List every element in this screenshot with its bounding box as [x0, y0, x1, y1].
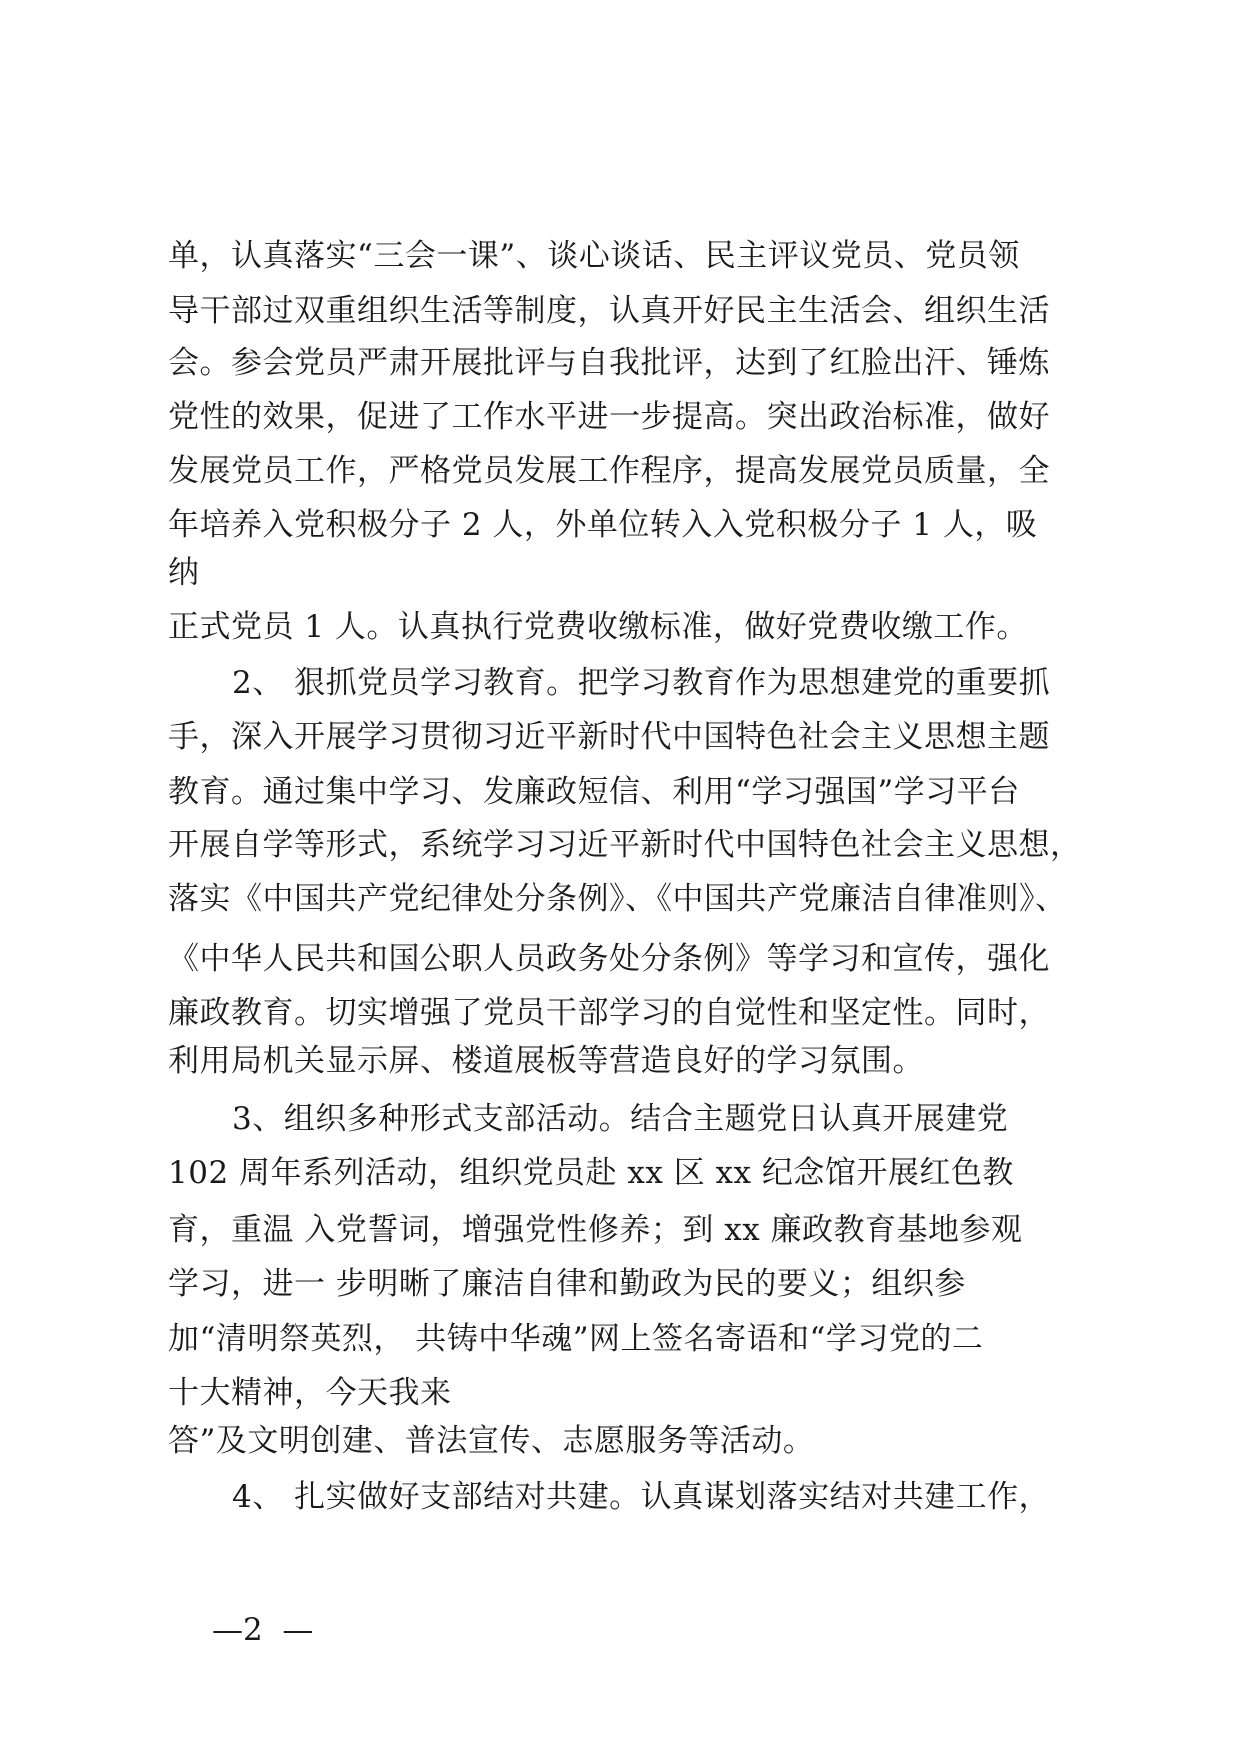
- paragraph-line: 导干部过双重组织生活等制度，认真开好民主生活会、组织生活: [168, 293, 1050, 329]
- paragraph-line: 2、 狠抓党员学习教育。把学习教育作为思想建党的重要抓: [232, 665, 1051, 701]
- paragraph-line: 落实《中国共产党纪律处分条例》、《中国共产党廉洁自律准则》、: [168, 881, 1067, 917]
- paragraph-line: 102 周年系列活动，组织党员赴 xx 区 xx 纪念馆开展红色教: [168, 1155, 1014, 1191]
- paragraph-line: 手，深入开展学习贯彻习近平新时代中国特色社会主义思想主题: [168, 719, 1050, 755]
- paragraph-line: 十大精神，今天我来: [168, 1375, 452, 1411]
- page-number: —2 —: [212, 1612, 314, 1648]
- paragraph-line: 发展党员工作，严格党员发展工作程序，提高发展党员质量，全: [168, 453, 1050, 489]
- paragraph-line: 单，认真落实“三会一课”、谈心谈话、民主评议党员、党员领: [168, 238, 1020, 274]
- paragraph-line: 3、组织多种形式支部活动。结合主题党日认真开展建党: [232, 1101, 1009, 1137]
- paragraph-line: 《中华人民共和国公职人员政务处分条例》等学习和宣传，强化: [168, 941, 1050, 977]
- paragraph-line: 利用局机关显示屏、楼道展板等营造良好的学习氛围。: [168, 1043, 924, 1079]
- paragraph-line: 党性的效果，促进了工作水平进一步提高。突出政治标准，做好: [168, 399, 1050, 435]
- paragraph-line: 育，重温 入党誓词，增强党性修养；到 xx 廉政教育基地参观: [168, 1212, 1023, 1248]
- paragraph-line: 正式党员 1 人。认真执行党费收缴标准，做好党费收缴工作。: [168, 609, 1028, 645]
- paragraph-line: 加“清明祭英烈， 共铸中华魂”网上签名寄语和“学习党的二: [168, 1321, 984, 1357]
- paragraph-line: 开展自学等形式，系统学习习近平新时代中国特色社会主义思想，: [168, 827, 1082, 863]
- paragraph-line: 年培养入党积极分子 2 人，外单位转入入党积极分子 1 人，吸: [168, 507, 1038, 543]
- paragraph-line: 教育。通过集中学习、发廉政短信、利用“学习强国”学习平台: [168, 774, 1020, 810]
- paragraph-line: 答”及文明创建、普法宣传、志愿服务等活动。: [168, 1423, 815, 1459]
- paragraph-line: 廉政教育。切实增强了党员干部学习的自觉性和坚定性。同时，: [168, 995, 1050, 1031]
- paragraph-line: 会。参会党员严肃开展批评与自我批评，达到了红脸出汗、锤炼: [168, 345, 1050, 381]
- paragraph-line: 学习，进一 步明晰了廉洁自律和勤政为民的要义；组织参: [168, 1266, 966, 1302]
- paragraph-line: 4、 扎实做好支部结对共建。认真谋划落实结对共建工作，: [232, 1479, 1051, 1515]
- paragraph-line: 纳: [168, 555, 200, 591]
